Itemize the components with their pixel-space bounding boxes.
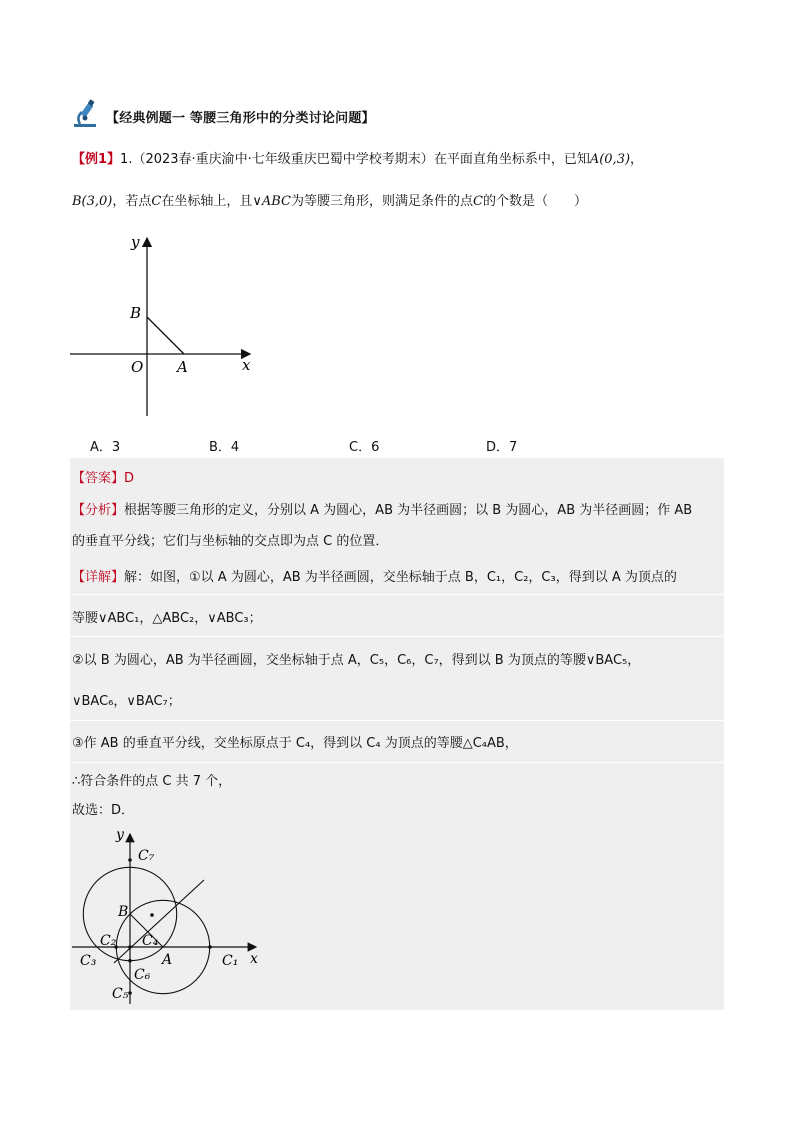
c1-label: C₁ [222, 953, 239, 969]
point-a-label: A [162, 952, 173, 968]
detail-line-3: ②以 B 为圆心，AB 为半径画圆，交坐标轴于点 A，C₅，C₆，C₇，得到以 B 为顶点的等腰∨BAC₅， [72, 653, 641, 668]
figure-circles-solution [70, 822, 270, 1008]
divider [70, 594, 724, 595]
point-a-label: A [177, 358, 188, 376]
segment-ab [147, 317, 184, 354]
question-text-4: 为等腰三角形，则满足条件的点 [291, 194, 474, 209]
y-axis-label: y [116, 827, 124, 843]
x-axis-label: x [250, 951, 258, 967]
origin-label: O [131, 358, 144, 376]
c5-label: C₅ [112, 986, 129, 1002]
point-b-label: B [118, 904, 129, 920]
divider [70, 762, 724, 763]
detail-line-6: ∴符合条件的点 C 共 7 个， [72, 774, 232, 789]
detail-line-5: ③作 AB 的垂直平分线，交坐标原点于 C₄，得到以 C₄ 为顶点的等腰△C₄AB， [72, 736, 518, 751]
point-c-2: C [473, 194, 483, 209]
question-text-5: 的个数是（ ） [482, 194, 587, 209]
detail-line-4: ∨BAC₆，∨BAC₇； [72, 694, 181, 709]
y-axis-label: y [131, 233, 140, 251]
answer-line [72, 467, 134, 486]
question-line-1 [72, 148, 643, 167]
example-tag: 【例1】 [72, 152, 121, 167]
x-axis-label: x [242, 356, 251, 374]
question-text-2: ，若点 [112, 194, 152, 209]
detail-line-1 [72, 566, 677, 585]
section-title: 【经典例题一 等腰三角形中的分类讨论问题】 [106, 110, 375, 126]
c3-label: C₃ [80, 953, 97, 969]
c7-label: C₇ [138, 848, 155, 864]
detail-text-1: 解：如图，①以 A 为圆心，AB 为半径画圆，交坐标轴于点 B，C₁，C₂，C₃，得到以 A 为顶点的 [124, 570, 677, 585]
microscope-icon [72, 99, 100, 133]
question-number: 1. [120, 152, 133, 167]
punct: ， [630, 152, 644, 167]
detail-label: 【详解】 [72, 570, 125, 585]
triangle-abc: ∨ABC [252, 194, 292, 209]
question-text-1: 在平面直角坐标系中，已知 [433, 152, 590, 167]
divider [70, 720, 724, 721]
answer-value: D [124, 471, 135, 486]
option-a[interactable]: A．3 [90, 440, 121, 455]
divider [70, 636, 724, 637]
analysis-line-1 [72, 499, 692, 518]
question-line-2 [72, 190, 587, 209]
analysis-text-1: 根据等腰三角形的定义，分别以 A 为圆心，AB 为半径画圆；以 B 为圆心，AB 为半径画圆；作 AB [124, 503, 693, 518]
answer-label: 【答案】 [72, 471, 125, 486]
question-source: （2023春·重庆渝中·七年级重庆巴蜀中学校考期末） [132, 152, 434, 167]
option-c[interactable]: C．6 [349, 440, 380, 455]
c2-label: C₂ [100, 933, 117, 949]
section-header [72, 100, 375, 132]
point-b-label: B [130, 304, 142, 322]
analysis-label: 【分析】 [72, 503, 125, 518]
detail-line-7: 故选：D． [72, 803, 135, 818]
option-b[interactable]: B．4 [209, 440, 240, 455]
option-d[interactable]: D．7 [486, 440, 518, 455]
point-b-coord: B(3,0) [72, 194, 113, 209]
c6-label: C₆ [134, 967, 151, 983]
analysis-line-2: 的垂直平分线；它们与坐标轴的交点即为点 C 的位置． [72, 534, 389, 549]
detail-line-2: 等腰∨ABC₁，△ABC₂，∨ABC₃； [72, 611, 262, 626]
figure-coordinate-plane [66, 226, 266, 421]
point-c: C [151, 194, 162, 209]
c4-label: C₄ [142, 933, 159, 949]
point-a-coord: A(0,3) [589, 152, 631, 167]
question-text-3: 在坐标轴上，且 [161, 194, 253, 209]
